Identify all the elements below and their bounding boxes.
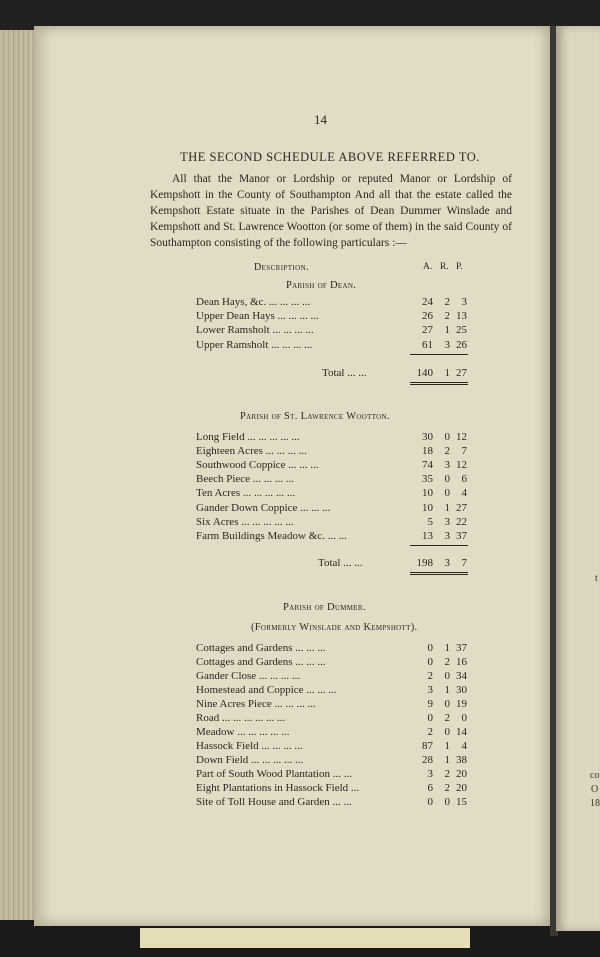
row-perches: 7 xyxy=(461,445,467,457)
row-acres: 61 xyxy=(422,339,433,351)
row-description: Six Acres ... ... ... ... ... xyxy=(196,516,294,528)
row-roods: 3 xyxy=(444,557,450,569)
row-description: Gander Close ... ... ... ... xyxy=(196,670,301,682)
row-acres: 0 xyxy=(427,642,433,654)
row-perches: 30 xyxy=(456,684,467,696)
row-roods: 2 xyxy=(444,712,450,724)
row-description: Dean Hays, &c. ... ... ... ... xyxy=(196,296,311,308)
table-row xyxy=(196,796,475,810)
row-description: Ten Acres ... ... ... ... ... xyxy=(196,487,296,499)
table-row xyxy=(196,324,475,338)
facing-page-text: O xyxy=(591,784,599,795)
row-perches: 4 xyxy=(461,740,467,752)
row-acres: 2 xyxy=(427,670,433,682)
row-perches: 26 xyxy=(456,339,467,351)
row-perches: 14 xyxy=(456,726,467,738)
table-row xyxy=(196,754,475,768)
row-description: Cottages and Gardens ... ... ... xyxy=(196,656,326,668)
row-roods: 2 xyxy=(444,310,450,322)
row-perches: 3 xyxy=(461,296,467,308)
row-roods: 2 xyxy=(444,782,450,794)
column-header-description: Description. xyxy=(254,262,309,273)
row-perches: 12 xyxy=(456,431,467,443)
facing-page-text: 18 xyxy=(590,798,600,809)
row-description: Eight Plantations in Hassock Field ... xyxy=(196,782,360,794)
row-description: Part of South Wood Plantation ... ... xyxy=(196,768,352,780)
row-perches: 7 xyxy=(461,557,467,569)
row-acres: 87 xyxy=(422,740,433,752)
table-row xyxy=(196,445,475,459)
row-description: Beech Piece ... ... ... ... xyxy=(196,473,295,485)
row-description: Hassock Field ... ... ... ... xyxy=(196,740,303,752)
row-acres: 6 xyxy=(427,782,433,794)
row-description: Site of Toll House and Garden ... ... xyxy=(196,796,352,808)
row-acres: 5 xyxy=(427,516,433,528)
table-row xyxy=(196,516,475,530)
table-row xyxy=(196,296,475,310)
row-roods: 3 xyxy=(444,339,450,351)
row-perches: 6 xyxy=(461,473,467,485)
row-description: Total ... ... xyxy=(322,367,367,379)
total-row xyxy=(322,367,475,381)
row-acres: 198 xyxy=(416,557,433,569)
row-roods: 2 xyxy=(444,445,450,457)
column-header-acres: A. xyxy=(423,262,433,272)
table-row xyxy=(196,768,475,782)
row-roods: 1 xyxy=(444,740,450,752)
row-acres: 13 xyxy=(422,530,433,542)
intro-paragraph: All that the Manor or Lordship or reputed Manor or Lordship of Kempshott in the County of Southampton And all that the estate called the Kempshott Estate situate in the Parishes of Dean Dummer Winslade and Kempshott and St. Lawrence Wootton (or some of them) in the said County of Southampton consisting of the following particulars :— xyxy=(150,173,512,249)
row-roods: 3 xyxy=(444,516,450,528)
row-roods: 1 xyxy=(444,642,450,654)
row-perches: 20 xyxy=(456,782,467,794)
row-acres: 10 xyxy=(422,502,433,514)
row-acres: 9 xyxy=(427,698,433,710)
row-description: Cottages and Gardens ... ... ... xyxy=(196,642,326,654)
row-roods: 2 xyxy=(444,296,450,308)
table-row xyxy=(196,726,475,740)
table-row xyxy=(196,339,475,353)
page-number: 14 xyxy=(314,112,327,127)
table-row xyxy=(196,502,475,516)
table-row xyxy=(196,310,475,324)
table-row xyxy=(196,698,475,712)
row-acres: 2 xyxy=(427,726,433,738)
row-description: Gander Down Coppice ... ... ... xyxy=(196,502,331,514)
row-perches: 4 xyxy=(461,487,467,499)
table-row xyxy=(196,670,475,684)
row-roods: 0 xyxy=(444,796,450,808)
table-row xyxy=(196,473,475,487)
row-roods: 0 xyxy=(444,698,450,710)
column-header-perches: P. xyxy=(456,262,463,272)
row-roods: 1 xyxy=(444,367,450,379)
schedule-title: THE SECOND SCHEDULE ABOVE REFERRED TO. xyxy=(180,150,480,164)
section-title-dummer: Parish of Dummer. xyxy=(283,602,366,613)
row-perches: 38 xyxy=(456,754,467,766)
table-row xyxy=(196,487,475,501)
row-description: Farm Buildings Meadow &c. ... ... xyxy=(196,530,347,542)
row-acres: 140 xyxy=(416,367,433,379)
row-perches: 37 xyxy=(456,530,467,542)
table-row xyxy=(196,782,475,796)
row-description: Down Field ... ... ... ... ... xyxy=(196,754,304,766)
row-acres: 74 xyxy=(422,459,433,471)
row-roods: 1 xyxy=(444,684,450,696)
row-roods: 0 xyxy=(444,670,450,682)
row-acres: 24 xyxy=(422,296,433,308)
row-perches: 27 xyxy=(456,502,467,514)
row-acres: 26 xyxy=(422,310,433,322)
total-rule xyxy=(410,545,468,546)
row-roods: 0 xyxy=(444,726,450,738)
total-row xyxy=(318,557,475,571)
total-double-rule xyxy=(410,572,468,575)
row-description: Southwood Coppice ... ... ... xyxy=(196,459,319,471)
row-roods: 1 xyxy=(444,502,450,514)
row-acres: 0 xyxy=(427,796,433,808)
row-description: Nine Acres Piece ... ... ... ... xyxy=(196,698,316,710)
row-perches: 37 xyxy=(456,642,467,654)
row-description: Road ... ... ... ... ... ... xyxy=(196,712,286,724)
row-acres: 28 xyxy=(422,754,433,766)
row-perches: 15 xyxy=(456,796,467,808)
row-acres: 3 xyxy=(427,768,433,780)
row-acres: 27 xyxy=(422,324,433,336)
row-roods: 3 xyxy=(444,459,450,471)
row-description: Meadow ... ... ... ... ... xyxy=(196,726,290,738)
row-roods: 0 xyxy=(444,431,450,443)
row-perches: 0 xyxy=(461,712,467,724)
row-roods: 3 xyxy=(444,530,450,542)
row-roods: 0 xyxy=(444,473,450,485)
row-acres: 0 xyxy=(427,656,433,668)
total-rule xyxy=(410,354,468,355)
row-description: Upper Ramsholt ... ... ... ... xyxy=(196,339,313,351)
table-row xyxy=(196,684,475,698)
facing-page-text: t xyxy=(595,573,598,584)
row-perches: 12 xyxy=(456,459,467,471)
row-roods: 2 xyxy=(444,656,450,668)
row-roods: 2 xyxy=(444,768,450,780)
table-row xyxy=(196,642,475,656)
row-description: Lower Ramsholt ... ... ... ... xyxy=(196,324,314,336)
row-acres: 18 xyxy=(422,445,433,457)
row-perches: 34 xyxy=(456,670,467,682)
total-double-rule xyxy=(410,382,468,385)
facing-page-text: co xyxy=(590,770,600,781)
row-perches: 27 xyxy=(456,367,467,379)
table-row xyxy=(196,530,475,544)
row-perches: 19 xyxy=(456,698,467,710)
row-roods: 1 xyxy=(444,324,450,336)
section-title-wootton: Parish of St. Lawrence Wootton. xyxy=(240,411,390,422)
row-acres: 30 xyxy=(422,431,433,443)
row-description: Eighteen Acres ... ... ... ... xyxy=(196,445,307,457)
row-perches: 22 xyxy=(456,516,467,528)
table-row xyxy=(196,431,475,445)
table-row xyxy=(196,740,475,754)
bottom-paper-strip xyxy=(140,928,470,948)
row-perches: 13 xyxy=(456,310,467,322)
row-perches: 16 xyxy=(456,656,467,668)
table-row xyxy=(196,459,475,473)
row-acres: 10 xyxy=(422,487,433,499)
section-subtitle-dummer: (Formerly Winslade and Kempshott). xyxy=(251,622,418,633)
row-description: Long Field ... ... ... ... ... xyxy=(196,431,300,443)
row-acres: 0 xyxy=(427,712,433,724)
table-row xyxy=(196,656,475,670)
column-header-roods: R. xyxy=(440,262,449,272)
row-description: Upper Dean Hays ... ... ... ... xyxy=(196,310,319,322)
row-acres: 35 xyxy=(422,473,433,485)
table-row xyxy=(196,712,475,726)
row-description: Total ... ... xyxy=(318,557,363,569)
row-roods: 0 xyxy=(444,487,450,499)
row-acres: 3 xyxy=(427,684,433,696)
section-title-dean: Parish of Dean. xyxy=(286,280,357,291)
row-perches: 20 xyxy=(456,768,467,780)
row-description: Homestead and Coppice ... ... ... xyxy=(196,684,337,696)
row-roods: 1 xyxy=(444,754,450,766)
row-perches: 25 xyxy=(456,324,467,336)
